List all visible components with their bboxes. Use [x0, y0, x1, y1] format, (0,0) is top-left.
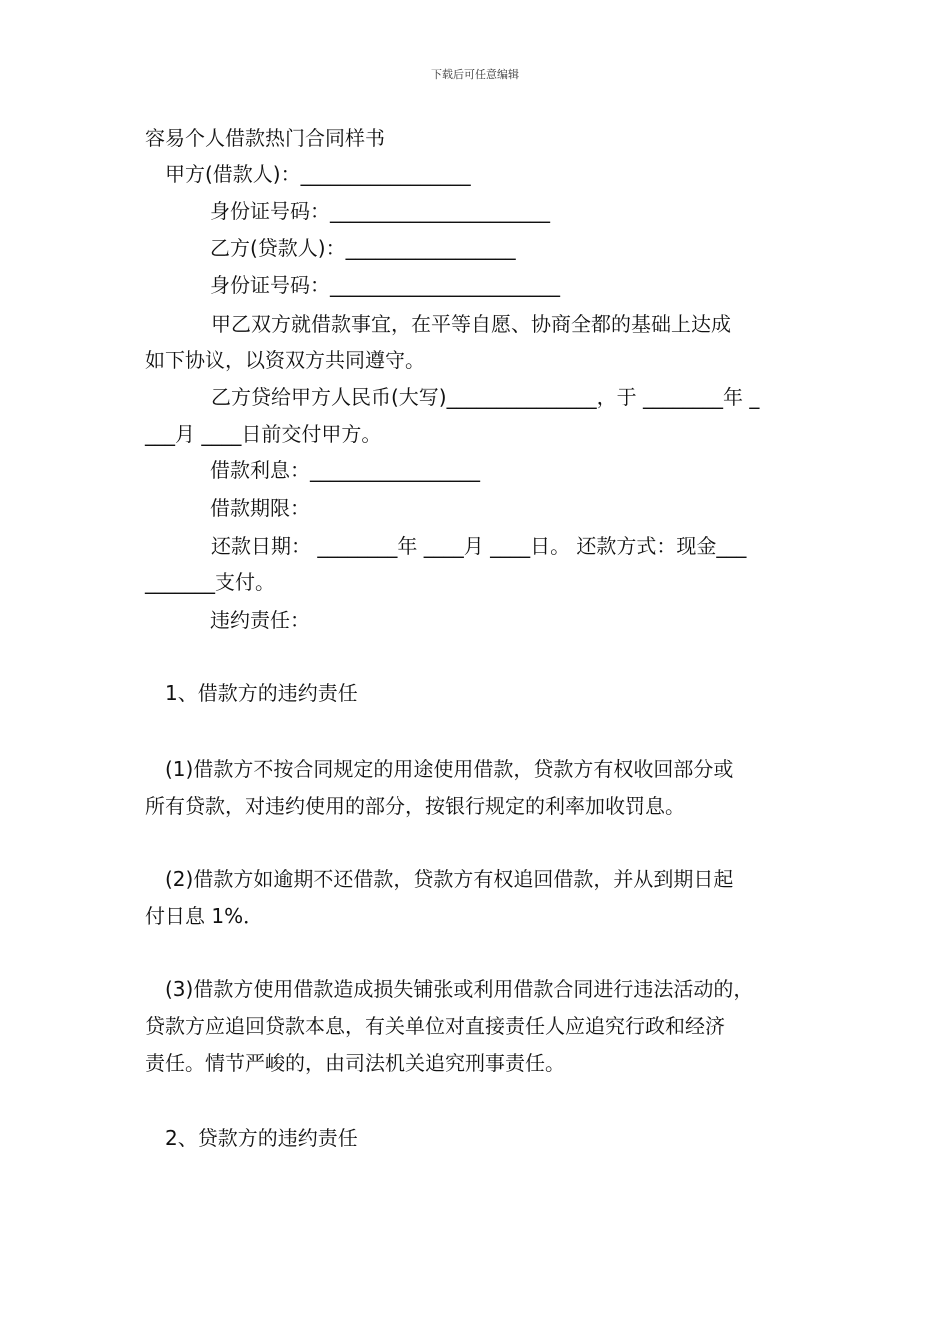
clause-3-line-1: (3)借款方使用借款造成损失铺张或利用借款合同进行违法活动的，: [165, 977, 754, 1001]
clause-2-line-1: (2)借款方如逾期不还借款，贷款方有权追回借款，并从到期日起: [165, 867, 734, 891]
agreement-paragraph-line-1: 甲乙双方就借款事宜，在平等自愿、协商全都的基础上达成: [211, 312, 731, 336]
repayment-line-2: _______支付。: [145, 570, 275, 594]
repayment-line-1: 还款日期： ________年 ____月 ____日。 还款方式：现金___: [211, 534, 747, 558]
loan-amount-line-2: ___月 ____日前交付甲方。: [145, 422, 382, 446]
loan-interest-field: 借款利息：_________________: [210, 458, 480, 482]
breach-heading: 违约责任：: [210, 608, 310, 632]
party-b-field: 乙方(贷款人)：_________________: [210, 236, 516, 260]
section-borrower-liability: 1、借款方的违约责任: [165, 681, 358, 705]
agreement-paragraph-line-2: 如下协议，以资双方共同遵守。: [145, 348, 425, 372]
loan-amount-line-1: 乙方贷给甲方人民币(大写)_______________，于 ________年 _: [211, 385, 760, 409]
section-lender-liability: 2、贷款方的违约责任: [165, 1126, 358, 1150]
document-title: 容易个人借款热门合同样书: [145, 126, 385, 150]
clause-3-line-3: 责任。情节严峻的，由司法机关追究刑事责任。: [145, 1051, 565, 1075]
page-header-note: 下载后可任意编辑: [431, 68, 519, 81]
loan-term-field: 借款期限：: [210, 496, 310, 520]
party-a-id-field: 身份证号码：______________________: [210, 199, 550, 223]
party-a-field: 甲方(借款人)：_________________: [165, 162, 471, 186]
clause-3-line-2: 贷款方应追回贷款本息，有关单位对直接责任人应追究行政和经济: [145, 1014, 725, 1038]
clause-2-line-2: 付日息 1%．: [145, 904, 264, 928]
clause-1-line-2: 所有贷款，对违约使用的部分，按银行规定的利率加收罚息。: [145, 794, 685, 818]
party-b-id-field: 身份证号码：_______________________: [210, 273, 560, 297]
clause-1-line-1: (1)借款方不按合同规定的用途使用借款，贷款方有权收回部分或: [165, 757, 734, 781]
